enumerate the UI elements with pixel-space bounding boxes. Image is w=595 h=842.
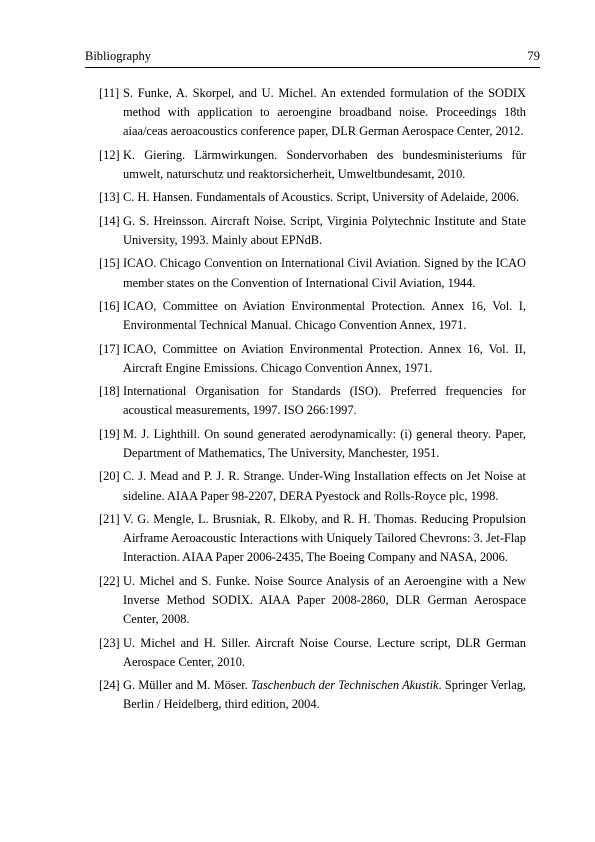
reference-text: M. J. Lighthill. On sound generated aerodynamically: (i) general theory. Paper, Department of Mathematics, The University, Manchester, 1951. (123, 426, 526, 460)
reference-text: International Organisation for Standards (ISO). Preferred frequencies for acoustical measurements, 1997. ISO 266:1997. (123, 384, 526, 418)
reference-label: [19] (99, 426, 120, 441)
reference-13 (85, 188, 526, 207)
reference-14 (85, 212, 526, 250)
reference-text: C. H. Hansen. Fundamentals of Acoustics. Script, University of Adelaide, 2006. (123, 190, 520, 205)
reference-authors: G. Müller and M. Möser. (123, 678, 252, 693)
reference-11 (85, 84, 526, 142)
reference-book-title: Taschenbuch der Technischen Akustik (251, 678, 439, 693)
reference-label: [23] (99, 635, 120, 650)
reference-text: ICAO, Committee on Aviation Environmental Protection. Annex 16, Vol. II, Aircraft Engine Emissions. Chicago Convention Annex, 1971. (123, 341, 526, 375)
reference-text: U. Michel and H. Siller. Aircraft Noise Course. Lecture script, DLR German Aerospace Center, 2010. (123, 635, 526, 669)
reference-label: [17] (99, 341, 120, 356)
reference-19 (85, 425, 526, 463)
reference-text: V. G. Mengle, L. Brusniak, R. Elkoby, and R. H. Thomas. Reducing Propulsion Airframe Aeroacoustic Interactions with Uniquely Tailored Chevrons: 3. Jet-Flap Interaction. AIAA Paper 2006-2435, The Boeing Company and NASA, 2006. (123, 511, 526, 565)
reference-label: [20] (99, 469, 120, 484)
reference-label: [18] (99, 384, 120, 399)
reference-label: [16] (99, 298, 120, 313)
reference-label: [15] (99, 256, 120, 271)
reference-label: [21] (99, 511, 120, 526)
reference-text: S. Funke, A. Skorpel, and U. Michel. An extended formulation of the SODIX method with application to aeroengine broadband noise. Proceedings 18th aiaa/ceas aeroacoustics conference paper, DLR German Aerospace Center, 2012. (123, 86, 526, 139)
reference-publisher: . Springer Verlag, Berlin / Heidelberg, third edition, 2004. (123, 678, 526, 712)
reference-text: G. S. Hreinsson. Aircraft Noise. Script, Virginia Polytechnic Institute and State University, 1993. Mainly about EPNdB. (123, 213, 526, 247)
reference-21 (85, 510, 526, 568)
reference-22 (85, 572, 526, 630)
reference-24 (85, 676, 526, 714)
reference-label: [13] (99, 190, 120, 205)
section-title: Bibliography (85, 49, 151, 63)
reference-23 (85, 634, 526, 672)
reference-17 (85, 340, 526, 378)
reference-text: ICAO, Committee on Aviation Environmental Protection. Annex 16, Vol. I, Environmental Technical Manual. Chicago Convention Annex, 1971. (123, 298, 526, 333)
reference-label: [14] (99, 213, 120, 228)
reference-text (123, 676, 526, 714)
reference-label: [12] (99, 147, 120, 162)
reference-label: [22] (99, 573, 120, 588)
bibliography-list (85, 84, 526, 719)
reference-label: [11] (99, 86, 120, 100)
page-number: 79 (527, 49, 540, 63)
reference-text: C. J. Mead and P. J. R. Strange. Under-Wing Installation effects on Jet Noise at sideline. AIAA Paper 98-2207, DERA Pyestock and Rolls-Royce plc, 1998. (123, 469, 526, 503)
reference-12 (85, 146, 526, 184)
reference-label: [24] (99, 678, 120, 693)
reference-16 (85, 297, 526, 335)
reference-20 (85, 467, 526, 505)
reference-text: U. Michel and S. Funke. Noise Source Analysis of an Aeroengine with a New Inverse Method SODIX. AIAA Paper 2008-2860, DLR German Aerospace Center, 2008. (123, 573, 526, 627)
running-header (85, 47, 540, 68)
reference-18 (85, 382, 526, 420)
reference-text: ICAO. Chicago Convention on International Civil Aviation. Signed by the ICAO member states on the Convention of International Civil Aviation, 1944. (123, 256, 526, 290)
reference-text: K. Giering. Lärmwirkungen. Sondervorhaben des bundesministeriums für umwelt, naturschutz und reaktorsicherheit, Umweltbundesamt, 2010. (123, 147, 526, 181)
reference-15 (85, 254, 526, 292)
